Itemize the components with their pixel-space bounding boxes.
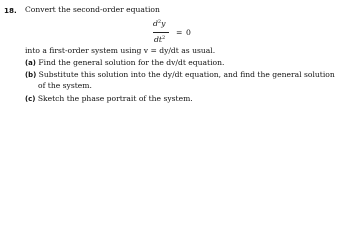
problem-block bbox=[2, 2, 346, 105]
problem-intro: Convert the second-order equation bbox=[25, 5, 160, 14]
part-b-text: Substitute this solution into the dy/dt equation, and find the general solution bbox=[38, 70, 335, 79]
problem-number: 18. bbox=[4, 6, 17, 15]
numerator-exponent: 2 bbox=[157, 19, 162, 25]
part-b bbox=[25, 71, 335, 79]
second-derivative-fraction bbox=[151, 17, 173, 49]
part-a bbox=[25, 59, 224, 67]
denominator-exponent: 2 bbox=[162, 35, 166, 41]
part-c bbox=[25, 95, 193, 103]
equation-rhs: 0 bbox=[186, 28, 191, 37]
part-b-label: (b) bbox=[25, 71, 37, 79]
part-a-label: (a) bbox=[25, 59, 36, 67]
part-c-label: (c) bbox=[25, 95, 36, 103]
denominator-d: dt bbox=[154, 35, 163, 44]
part-a-text: Find the general solution for the dv/dt equation. bbox=[38, 58, 225, 67]
equals-sign: = bbox=[176, 28, 183, 37]
numerator-d: d bbox=[153, 19, 158, 28]
part-b-continuation: of the system. bbox=[38, 81, 92, 90]
part-c-text: Sketch the phase portrait of the system. bbox=[37, 94, 193, 103]
fraction-numerator bbox=[153, 19, 165, 28]
fraction-bar bbox=[153, 32, 169, 33]
numerator-variable: y bbox=[161, 19, 166, 28]
second-order-equation bbox=[151, 17, 207, 49]
fraction-denominator bbox=[154, 35, 165, 44]
conversion-instruction: into a first-order system using v = dy/dt as usual. bbox=[25, 46, 216, 55]
